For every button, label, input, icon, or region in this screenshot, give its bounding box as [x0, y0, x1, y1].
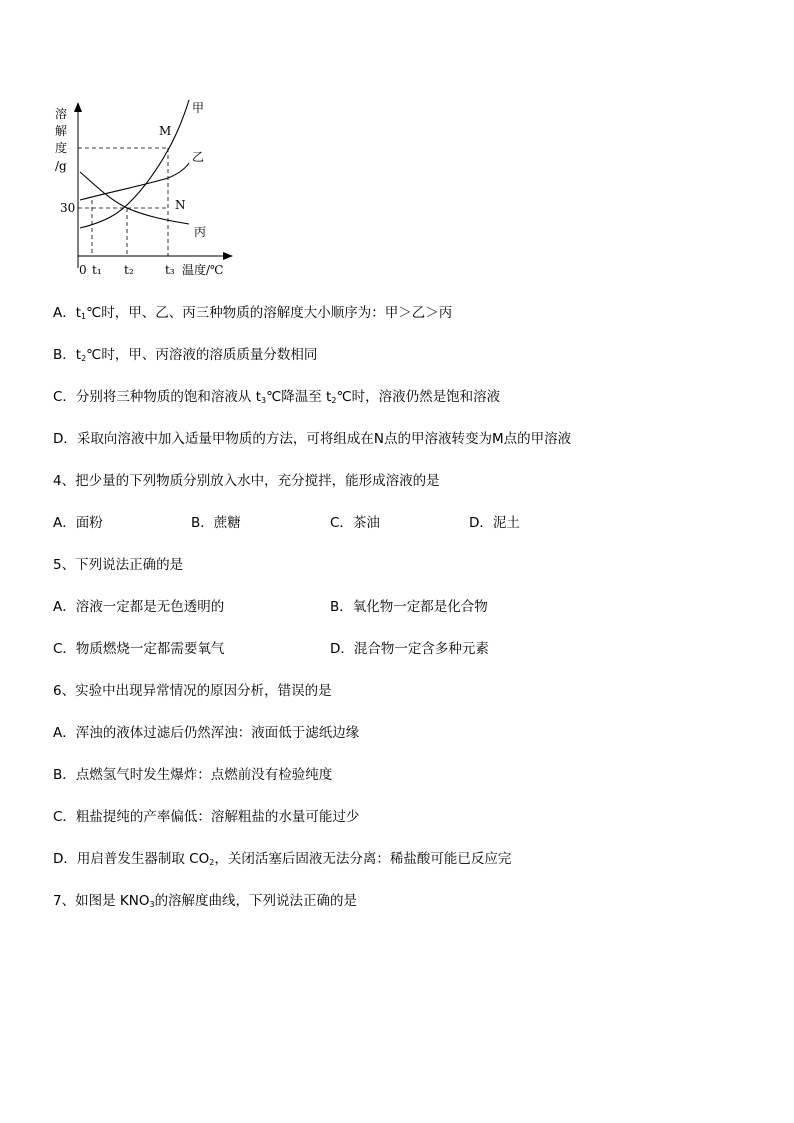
q3-c-sub2: 2 [331, 396, 337, 405]
q7-sub: 3 [149, 900, 155, 909]
q7-post: 的溶解度曲线，下列说法正确的是 [154, 893, 358, 909]
xlabel: 温度/℃ [182, 263, 224, 277]
q5-stem: 5、下列说法正确的是 [53, 557, 184, 573]
q5-option-d: D．混合物一定含多种元素 [330, 641, 489, 657]
q6-stem: 6、实验中出现异常情况的原因分析，错误的是 [53, 683, 332, 699]
x-tick-t1: t₁ [92, 263, 102, 277]
q6-option-a: A．浑浊的液体过滤后仍然浑浊：液面低于滤纸边缘 [53, 725, 360, 741]
q7-stem [53, 892, 357, 914]
q6-option-b: B．点燃氢气时发生爆炸：点燃前没有检验纯度 [53, 767, 333, 783]
q6-option-d [53, 850, 511, 872]
ylabel-char-4: /g [55, 159, 67, 173]
origin-label: 0 [79, 263, 87, 277]
q3-option-a [53, 304, 452, 326]
x-tick-t2: t₂ [124, 263, 134, 277]
curve-label-jia: 甲 [192, 101, 205, 115]
q3-a-post: ℃时，甲、乙、丙三种物质的溶解度大小顺序为：甲＞乙＞丙 [86, 305, 453, 321]
solubility-figure [0, 90, 794, 380]
q3-c-sub: 3 [261, 396, 267, 405]
q3-b-sub: 2 [81, 354, 87, 363]
q3-option-b [53, 346, 317, 368]
q4-option-d: D．泥土 [469, 515, 520, 531]
curve-jia [80, 100, 189, 228]
q3-c-post: ℃时，溶液仍然是饱和溶液 [336, 389, 501, 405]
q6-d-pre: D．用启普发生器制取 CO [53, 851, 210, 867]
q6-option-c: C．粗盐提纯的产率偏低：溶解粗盐的水量可能过少 [53, 809, 360, 825]
q3-a-sub: 1 [81, 312, 87, 321]
q3-a-pre: A．t [53, 305, 82, 321]
q4-stem: 4、把少量的下列物质分别放入水中，充分搅拌，能形成溶液的是 [53, 473, 440, 489]
q3-b-post: ℃时，甲、丙溶液的溶质质量分数相同 [86, 347, 318, 363]
x-tick-t3: t₃ [165, 263, 175, 277]
q6-d-sub: 2 [209, 858, 215, 867]
q3-c-pre: C．分别将三种物质的饱和溶液从 t [53, 389, 262, 405]
ylabel-char-3: 度 [55, 141, 68, 155]
ylabel-char-2: 解 [55, 124, 68, 138]
q6-d-post: ，关闭活塞后固液无法分离：稀盐酸可能已反应完 [214, 851, 512, 867]
curve-label-bing: 丙 [194, 225, 207, 239]
y-axis-arrow [74, 102, 82, 112]
q3-option-c [53, 388, 500, 410]
ylabel-char-1: 溶 [55, 107, 68, 121]
q7-pre: 7、如图是 KNO [53, 893, 150, 909]
curve-yi [80, 163, 189, 200]
point-label-m: M [159, 124, 172, 138]
point-label-n: N [175, 198, 186, 212]
q3-c-mid: ℃降温至 t [266, 389, 332, 405]
q3-option-d: D．采取向溶液中加入适量甲物质的方法，可将组成在N点的甲溶液转变为M点的甲溶液 [53, 431, 572, 447]
y-tick-30: 30 [60, 201, 76, 215]
q5-option-c: C．物质燃烧一定都需要氧气 [53, 641, 225, 657]
q5-option-b: B．氧化物一定都是化合物 [330, 599, 488, 615]
q5-option-a: A．溶液一定都是无色透明的 [53, 599, 225, 615]
q3-b-pre: B．t [53, 347, 82, 363]
x-axis-arrow [223, 252, 233, 260]
q4-option-a: A．面粉 [53, 515, 103, 531]
curve-label-yi: 乙 [192, 150, 205, 164]
q4-option-b: B．蔗糖 [191, 515, 241, 531]
q4-option-c: C．茶油 [330, 515, 380, 531]
